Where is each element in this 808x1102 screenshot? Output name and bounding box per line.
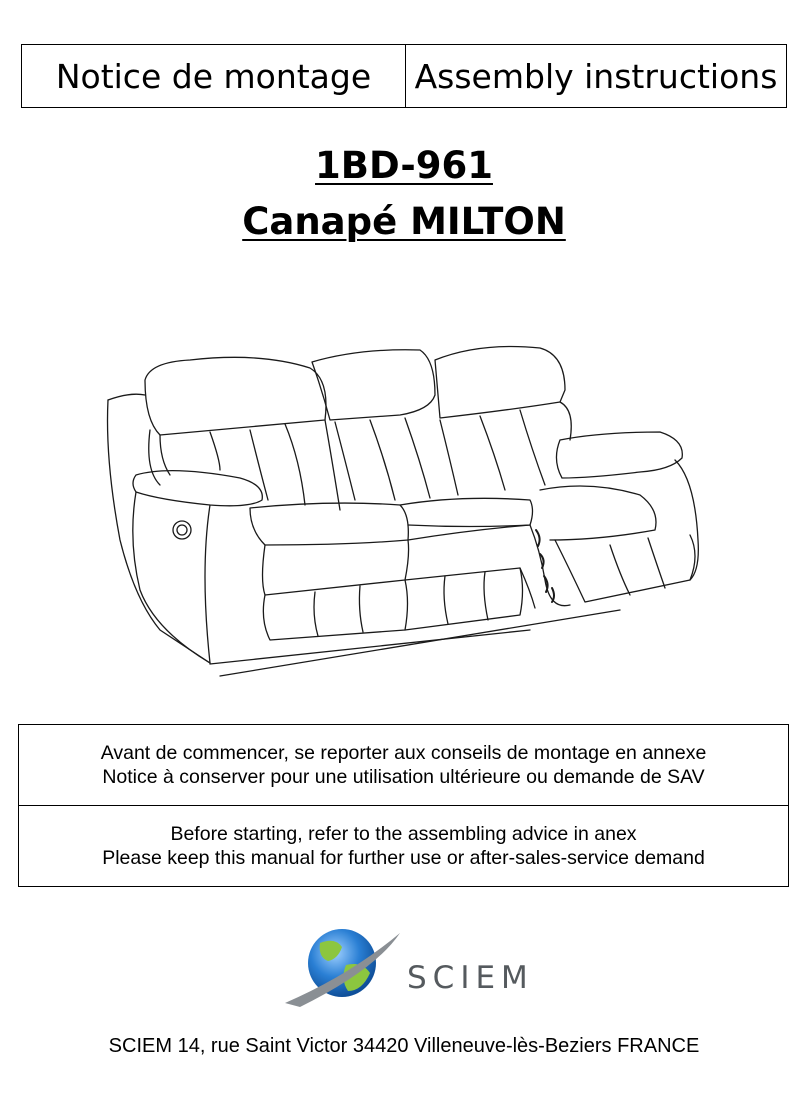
notice-table [18, 724, 789, 887]
product-reference: 1BD-961 [315, 144, 493, 187]
product-title [0, 138, 808, 250]
notice-french [19, 725, 788, 806]
header-table [21, 44, 787, 108]
sciem-logo-text: SCIEM [407, 960, 534, 996]
notice-english-line-1: Before starting, refer to the assembling advice in anex [170, 822, 637, 845]
header-french-label: Notice de montage [22, 45, 406, 107]
sofa-illustration [100, 340, 710, 685]
header-english-label: Assembly instructions [414, 56, 778, 96]
notice-french-line-1: Avant de commencer, se reporter aux conseils de montage en annexe [100, 741, 707, 764]
notice-english [19, 806, 788, 887]
notice-french-line-2: Notice à conserver pour une utilisation ultérieure ou demande de SAV [102, 765, 705, 788]
notice-english-line-2: Please keep this manual for further use or after-sales-service demand [102, 846, 705, 869]
company-address: SCIEM 14, rue Saint Victor 34420 Villeneuve-lès-Beziers FRANCE [108, 1035, 700, 1057]
product-name: Canapé MILTON [242, 200, 566, 243]
